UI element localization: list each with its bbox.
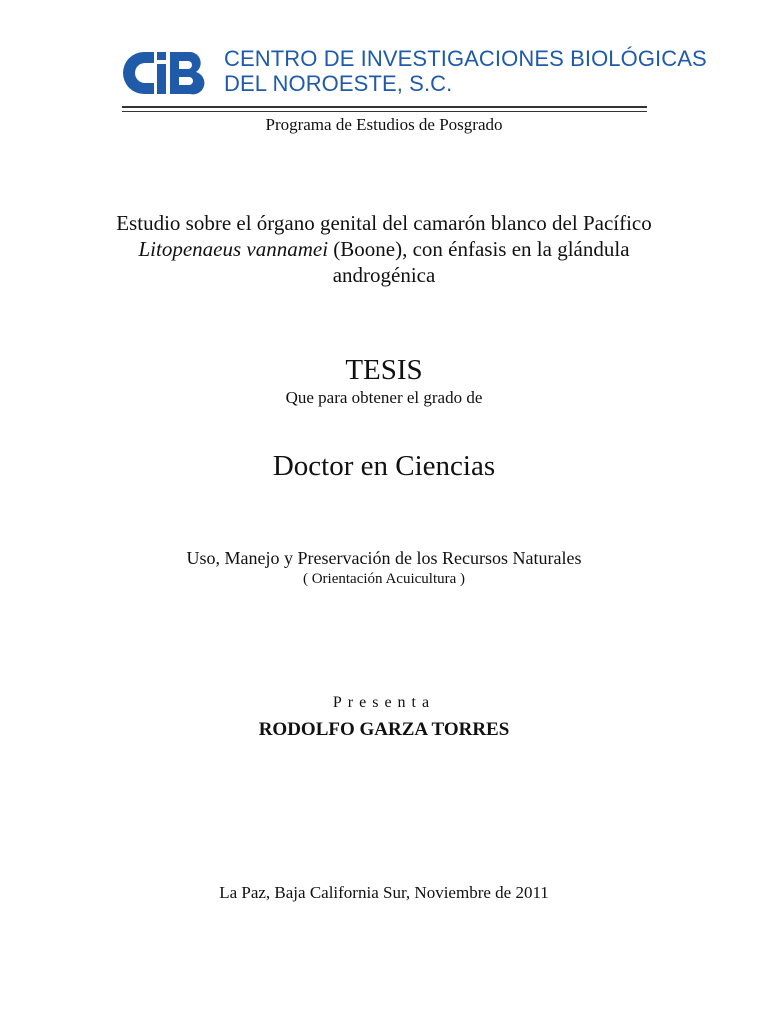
institution-line-2: DEL NOROESTE, S.C. <box>224 71 453 96</box>
header-rule-bottom <box>122 111 647 112</box>
header-rule-top <box>122 106 647 108</box>
thesis-title <box>104 210 664 288</box>
thesis-label: TESIS <box>345 354 423 386</box>
presenta-label: Presenta <box>332 694 436 711</box>
institution-header <box>120 44 707 100</box>
institution-name <box>224 46 707 96</box>
thesis-purpose: Que para obtener el grado de <box>285 388 483 407</box>
orientation: ( Orientación Acuicultura ) <box>302 571 466 587</box>
author-name: RODOLFO GARZA TORRES <box>258 719 510 740</box>
specialty: Uso, Manejo y Preservación de los Recursos Naturales <box>186 548 582 568</box>
cib-logo-icon <box>120 48 206 98</box>
title-part-2: (Boone), con énfasis en la glándula androgénica <box>328 237 630 287</box>
title-part-1: Estudio sobre el órgano genital del camarón blanco del Pacífico <box>116 211 652 235</box>
program-name: Programa de Estudios de Posgrado <box>265 115 503 134</box>
institution-line-1: CENTRO DE INVESTIGACIONES BIOLÓGICAS <box>224 46 707 71</box>
place-date: La Paz, Baja California Sur, Noviembre de 2011 <box>219 883 549 902</box>
degree-name: Doctor en Ciencias <box>272 450 496 482</box>
species-name: Litopenaeus vannamei <box>138 237 329 261</box>
